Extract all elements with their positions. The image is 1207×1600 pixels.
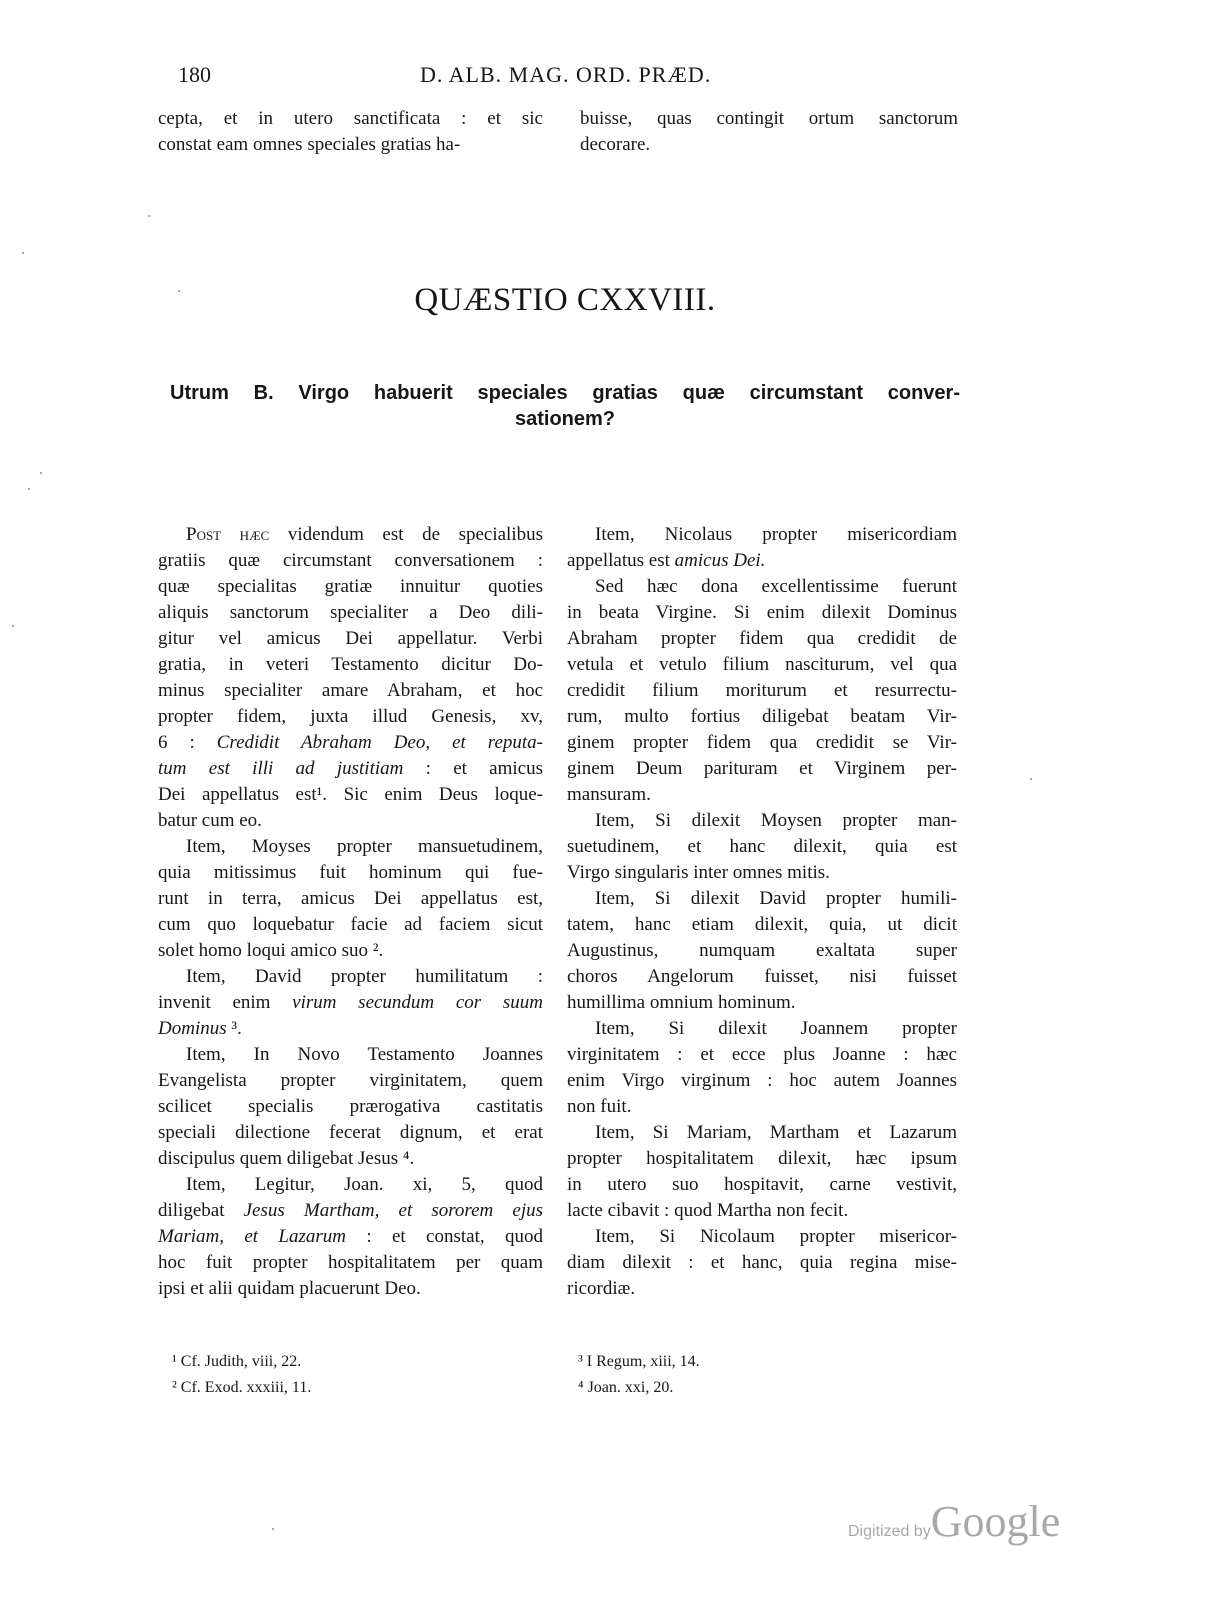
text-line: enim Virgo virginum : hoc autem Joannes [567, 1070, 957, 1091]
text-line: Evangelista propter virginitatem, quem [158, 1070, 543, 1091]
text-line: in beata Virgine. Si enim dilexit Dominus [567, 602, 957, 623]
italic-fragment: amicus Dei. [674, 550, 766, 571]
text-line: Sed hæc dona excellentissime fuerunt [595, 576, 957, 597]
scan-speck [22, 252, 24, 254]
text-line: Item, Si dilexit Moysen propter man- [595, 810, 957, 831]
scan-speck [272, 1528, 274, 1530]
text-line: humillima omnium hominum. [567, 992, 796, 1013]
text-line: vetula et vetulo filium nasciturum, vel qua [567, 654, 957, 675]
text-line: Item, Moyses propter mansuetudinem, [186, 836, 543, 857]
paragraph-lead: Post hæc [186, 524, 270, 545]
text-line: Item, Si dilexit David propter humili- [595, 888, 957, 909]
text-fragment: ³. [226, 1018, 242, 1039]
text-line: propter hospitalitatem dilexit, hæc ipsum [567, 1148, 957, 1169]
text-line [158, 756, 543, 782]
text-line: decorare. [580, 134, 651, 155]
text-line: hoc fuit propter hospitalitatem per quam [158, 1252, 543, 1273]
text-line [158, 1016, 543, 1042]
text-fragment: appellatus est [567, 550, 675, 571]
watermark-logo-text: Google [930, 1497, 1061, 1546]
text-line: Item, Si Mariam, Martham et Lazarum [595, 1122, 957, 1143]
text-line: batur cum eo. [158, 810, 262, 831]
carryover-right [580, 106, 958, 158]
question-subtitle-line2: sationem? [514, 408, 616, 430]
text-fragment: : et constat, quod [345, 1226, 543, 1247]
text-line: Item, In Novo Testamento Joannes [186, 1044, 543, 1065]
text-line: Item, Legitur, Joan. xi, 5, quod [186, 1174, 543, 1195]
text-fragment: : et amicus [403, 758, 544, 779]
text-fragment: invenit enim [158, 992, 293, 1013]
footnote: ³ I Regum, xiii, 14. [578, 1353, 700, 1370]
text-line: lacte cibavit : quod Martha non fecit. [567, 1200, 849, 1221]
text-line: Virgo singularis inter omnes mitis. [567, 862, 830, 883]
text-line: ricordiæ. [567, 1278, 636, 1299]
left-column [158, 522, 543, 1302]
digitized-watermark [848, 1496, 1060, 1547]
text-line: non fuit. [567, 1096, 632, 1117]
text-line [158, 1198, 543, 1224]
scan-speck [40, 472, 42, 474]
text-line: mansuram. [567, 784, 651, 805]
text-line: ginem propter fidem qua credidit se Vir- [567, 732, 957, 753]
text-line: scilicet specialis prærogativa castitatis [158, 1096, 543, 1117]
text-line: gitur vel amicus Dei appellatur. Verbi [158, 628, 543, 649]
text-line: Item, Nicolaus propter misericordiam [595, 524, 957, 545]
text-line: quia mitissimus fuit hominum qui fue- [158, 862, 543, 883]
text-line: tatem, hanc etiam dilexit, quia, ut dicit [567, 914, 957, 935]
text-fragment: 6 : [158, 732, 217, 753]
footnote: ¹ Cf. Judith, viii, 22. [172, 1353, 302, 1370]
text-line: gratiis quæ circumstant conversationem : [158, 550, 543, 571]
footnote: ⁴ Joan. xxi, 20. [578, 1379, 674, 1396]
text-line [158, 522, 543, 548]
footnote: ² Cf. Exod. xxxiii, 11. [172, 1379, 312, 1396]
text-line: suetudinem, et hanc dilexit, quia est [567, 836, 957, 857]
text-line: ipsi et alii quidam placuerunt Deo. [158, 1278, 421, 1299]
text-line: solet homo loqui amico suo ². [158, 940, 384, 961]
italic-fragment: Mariam, et Lazarum [158, 1226, 346, 1247]
scan-speck [12, 625, 14, 627]
text-line: discipulus quem diligebat Jesus ⁴. [158, 1148, 415, 1169]
text-line: propter fidem, juxta illud Genesis, xv, [158, 706, 543, 727]
text-line: quæ specialitas gratiæ innuitur quoties [158, 576, 543, 597]
text-fragment: videndum est de specialibus [287, 524, 543, 545]
footnotes-left [172, 1349, 311, 1401]
text-line: Dei appellatus est¹. Sic enim Deus loque- [158, 784, 543, 805]
text-line: runt in terra, amicus Dei appellatus est, [158, 888, 543, 909]
text-line: Item, Si Nicolaum propter misericor- [595, 1226, 957, 1247]
text-line: ginem Deum parituram et Virginem per- [567, 758, 957, 779]
text-line: Augustinus, numquam exaltata super [567, 940, 957, 961]
italic-fragment: virum secundum cor suum [292, 992, 543, 1013]
text-line: in utero suo hospitavit, carne vestivit, [567, 1174, 957, 1195]
text-line: minus specialiter amare Abraham, et hoc [158, 680, 543, 701]
text-line: rum, multo fortius diligebat beatam Vir- [567, 706, 957, 727]
text-line: aliquis sanctorum specialiter a Deo dili- [158, 602, 543, 623]
text-line: credidit filium moriturum et resurrectu- [567, 680, 957, 701]
scan-speck [148, 215, 150, 217]
text-line [567, 548, 957, 574]
watermark-small-text: Digitized by [848, 1523, 931, 1540]
text-line: speciali dilectione fecerat dignum, et erat [158, 1122, 543, 1143]
italic-fragment: Dominus [158, 1018, 227, 1039]
question-subtitle-line1: Utrum B. Virgo habuerit speciales gratias quæ circumstant conver- [170, 382, 960, 404]
italic-fragment: Credidit Abraham Deo, et reputa- [216, 732, 543, 753]
text-line [158, 1224, 543, 1250]
scan-speck [178, 290, 180, 292]
text-fragment: diligebat [158, 1200, 244, 1221]
page-number: 180 [178, 62, 211, 87]
text-line: cum quo loquebatur facie ad faciem sicut [158, 914, 543, 935]
italic-fragment: Jesus Martham, et sororem ejus [243, 1200, 544, 1221]
text-line [158, 990, 543, 1016]
running-head: D. ALB. MAG. ORD. PRÆD. [420, 62, 712, 87]
question-title: QUÆSTIO CXXVIII. [414, 282, 716, 318]
text-line: buisse, quas contingit ortum sanctorum [580, 108, 958, 129]
text-line: diam dilexit : et hanc, quia regina mise- [567, 1252, 957, 1273]
scan-speck [28, 488, 30, 490]
footnotes-right [578, 1349, 700, 1401]
italic-fragment: tum est illi ad justitiam [158, 758, 404, 779]
text-line: constat eam omnes speciales gratias ha- [158, 134, 461, 155]
text-line: gratia, in veteri Testamento dicitur Do- [158, 654, 543, 675]
text-line: cepta, et in utero sanctificata : et sic [158, 108, 543, 129]
right-column [567, 522, 957, 1302]
text-line: Abraham propter fidem qua credidit de [567, 628, 957, 649]
carryover-left [158, 106, 543, 158]
text-line: choros Angelorum fuisset, nisi fuisset [567, 966, 957, 987]
text-line [158, 730, 543, 756]
text-line: virginitatem : et ecce plus Joanne : hæc [567, 1044, 957, 1065]
text-line: Item, Si dilexit Joannem propter [595, 1018, 957, 1039]
text-line: Item, David propter humilitatum : [186, 966, 543, 987]
scan-speck [1030, 778, 1032, 780]
